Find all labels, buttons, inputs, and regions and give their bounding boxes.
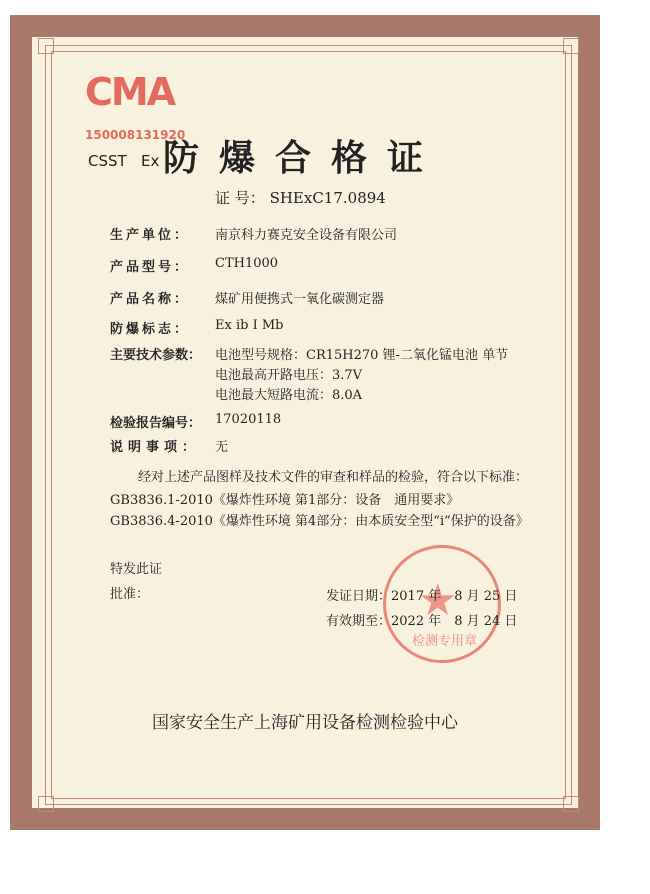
cert-no-value: SHExC17.0894	[269, 189, 386, 207]
field-label: 生产单位：	[110, 228, 191, 243]
corner-ornament	[38, 796, 54, 812]
cma-number: 150008131920	[85, 128, 186, 142]
corner-ornament	[563, 796, 579, 812]
field-value: 煤矿用便携式一氧化碳测定器	[215, 292, 385, 307]
corner-ornament	[563, 38, 579, 54]
issue-date: 发证日期：2017 年 8 月 25 日	[326, 589, 518, 604]
field-value: 电池型号规格：CR15H270 锂-二氧化锰电池 单节	[215, 348, 509, 363]
approve-label: 批准：	[110, 587, 150, 602]
field-label: 防爆标志：	[110, 322, 191, 337]
valid-until: 有效期至：2022 年 8 月 24 日	[326, 614, 518, 629]
csst-ex-label	[88, 152, 159, 170]
corner-ornament	[38, 38, 54, 54]
ex-label: Ex	[141, 152, 160, 170]
field-label: 产品型号：	[110, 260, 191, 275]
certificate-number	[215, 187, 386, 208]
field-value: 17020118	[215, 412, 282, 427]
tech-param: 电池最高开路电压：3.7V	[215, 368, 363, 383]
field-label: 说明事项：	[110, 440, 201, 455]
page-title: 防爆合格证	[163, 138, 444, 179]
issued-text: 特发此证	[110, 562, 163, 577]
standard: GB3836.1-2010《爆炸性环境 第1部分：设备 通用要求》	[110, 493, 460, 508]
field-value: Ex ib I Mb	[215, 318, 284, 333]
seal-star-icon: ★	[418, 575, 458, 626]
field-label: 产品名称：	[110, 292, 191, 307]
csst-label: CSST	[88, 152, 127, 170]
field-value: CTH1000	[215, 256, 279, 271]
issuing-authority: 国家安全生产上海矿用设备检测检验中心	[152, 713, 458, 733]
cma-logo: CMA	[85, 70, 175, 114]
field-label: 检验报告编号：	[110, 416, 202, 431]
cert-no-label: 证 号：	[215, 189, 265, 207]
tech-param: 电池最大短路电流：8.0A	[215, 388, 363, 403]
field-value: 南京科力赛克安全设备有限公司	[215, 228, 398, 243]
field-value: 无	[215, 440, 229, 455]
standard: GB3836.4-2010《爆炸性环境 第4部分：由本质安全型“i”保护的设备》	[110, 514, 529, 529]
field-label: 主要技术参数：	[110, 348, 202, 363]
seal-text: 检测专用章	[412, 634, 478, 649]
statement: 经对上述产品图样及技术文件的审查和样品的检验，符合以下标准：	[138, 470, 529, 485]
